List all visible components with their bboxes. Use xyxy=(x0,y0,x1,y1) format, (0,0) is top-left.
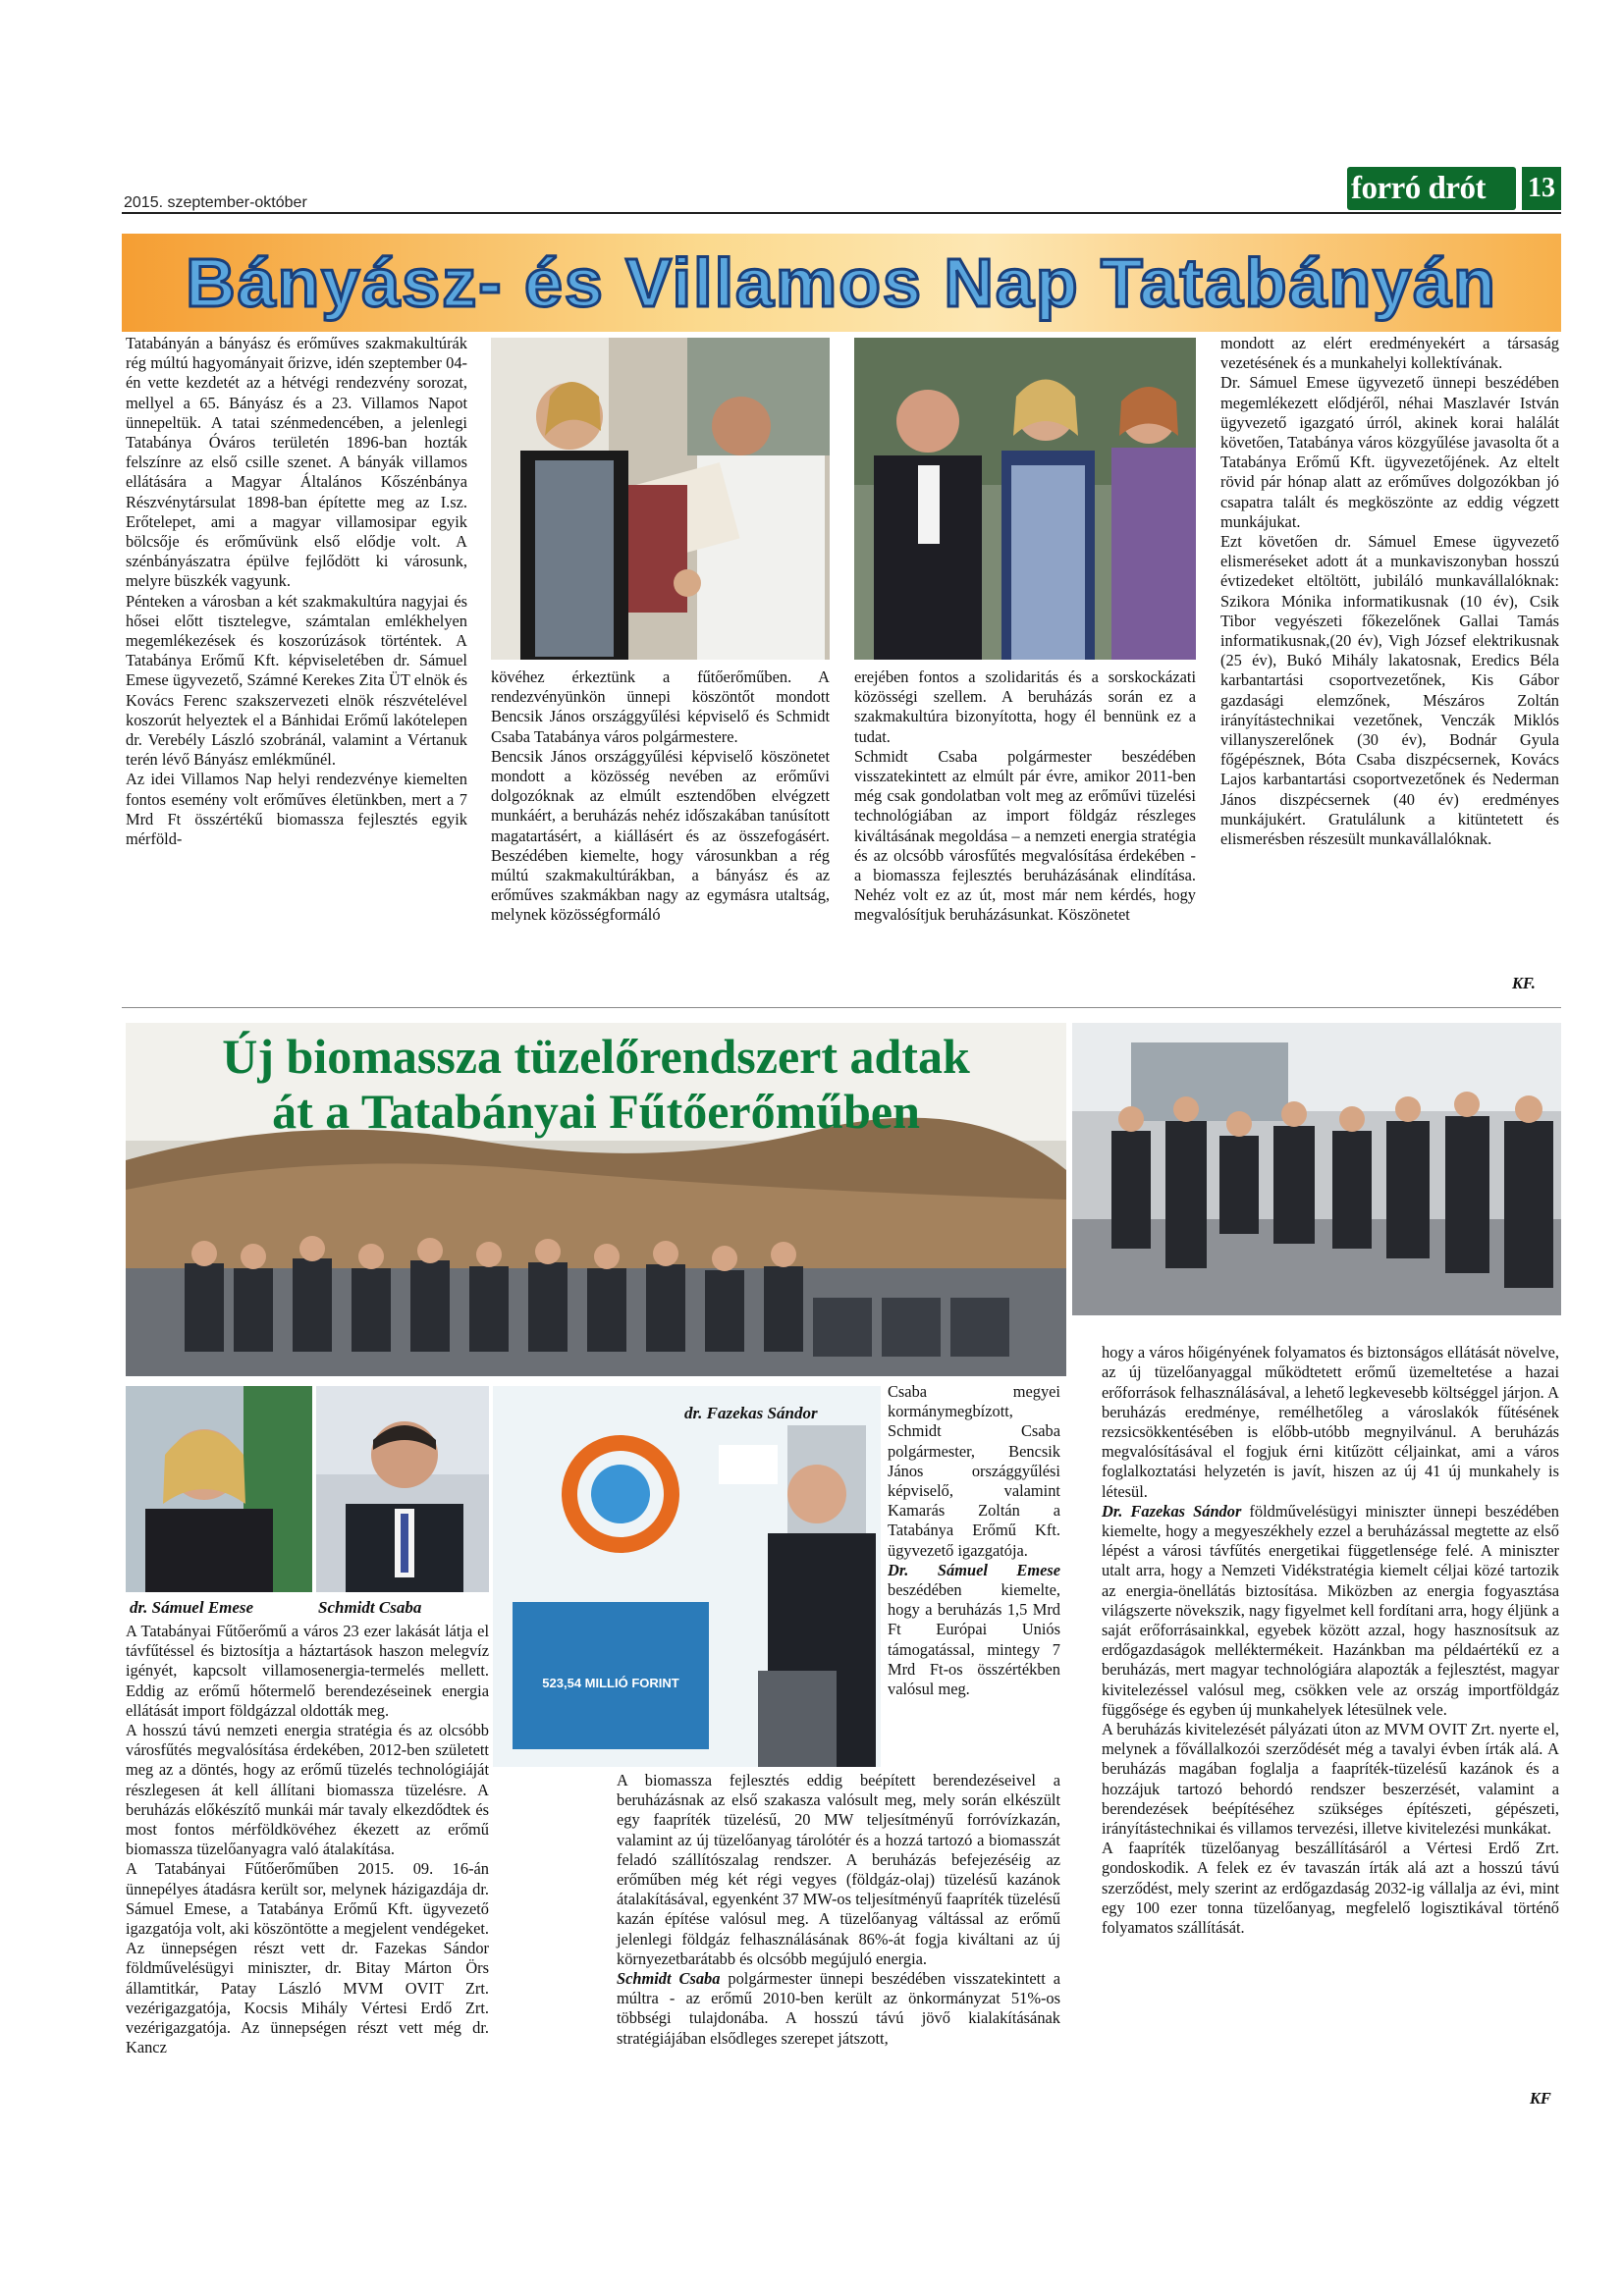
billboard-amount: 523,54 MILLIÓ FORINT xyxy=(542,1676,679,1690)
article2-lead-schmidt: Schmidt Csaba xyxy=(617,1969,721,1989)
caption-fazekas-sandor: dr. Fazekas Sándor xyxy=(684,1404,818,1422)
article2-column-3-rest: földművelésügyi miniszter ünnepi beszédében kiemelte, hogy a megyeszékhely ezzel a beruházással megtette az első lépést a városi távfűtés energetikai függetlensége felé. A miniszter utalt arra, hogy a Nemzeti Vidékstratégia kiemelt céljai közé tartozik az energia-önellátás biztosítása. Miközben az energia fogyasztása világszerte növekszik, nagy figyelmet kell fordítani arra, hogy éljünk a saját erőforrásainkkal, egyebek között azzal, hogy hasznosítsuk az erdőgazdaságok melléktermékeit. Hazánkban ma példaértékű ez a beruházás, mert magyar technológiára alapozták a fejlesztést, magyar kivitelezéssel valósul meg, csökken vele az ország importföldgáz függősége és egyben új munkahelyek létesülnek vele. A beruházás kivitelezését pályázati úton az MVM OVIT Zrt. nyerte el, melynek a fővállalkozói szerződését még a tavalyi évben írták alá. A beruházás magában foglalja a faapríték-tüzelésű kazánok és a hozzájuk tartozó behordó rendszer beszerzését, valamint a berendezések beépítéséhez szükséges építészeti, gépészeti, irányítástechnikai és villamos tervezési, illetve kivitelezési munkákat. A faapríték tüzelőanyag beszállításáról a Vértesi Erdő Zrt. gondoskodik. A felek ez év tavaszán írták alá azt a hosszú távú szerződést, mely szerint az erdőgazdaság 2032-ig vállalja az évi, mint egy 100 ezer tonna tüzelőanyag, megfelelő logisztikával történő folyamatos szállítását. xyxy=(1102,1501,1559,1938)
article2-column-2b xyxy=(617,1771,1060,2049)
article2-column-2a-text: Csaba megyei kormánymegbízott, Schmidt Csaba polgármester, Bencsik János országgyűlési képviselő, valamint Kamarás Zoltán a Tatabánya Erőmű Kft. ügyvezető igazgatója. xyxy=(888,1382,1060,1560)
article2-column-1: A Tatabányai Fűtőerőmű a város 23 ezer lakását látja el távfűtéssel és biztosítja a háztartások haszon melegvíz igényét, kapcsolt villamosenergia-termelés mellett. Eddig az erőmű hőtermelő berendezéseinek energia ellátását import földgázzal oldották meg. A hosszú távú nemzeti energia stratégia és az olcsóbb városfűtés megvalósítása érdekében, 2012-ben született meg az a döntés, hogy az erőmű tüzelés technológiáját részlegesen át kell állítani biomassza tüzelésre. A beruházás előkészítő munkái már tavaly elkezdődtek és most fontos mérföldkövéhez ékezett az erőmű biomassza tüzelőanyagra való átalakítása. A Tatabányai Fűtőerőműben 2015. 09. 16-án ünnepélyes átadásra került sor, melynek házigazdája dr. Sámuel Emese, a Tatabánya Erőmű Kft. ügyvezető igazgatója volt, aki köszöntötte a megjelent vendégeket. Az ünnepségen részt vett dr. Fazekas Sándor földművelésügyi miniszter, dr. Bitay Márton Örs államtitkár, Patay László MVM OVIT Zrt. vezérigazgatója, Kocsis Mihály Vértesi Erdő Zrt. vezérigazgatója. Az ünnepségen részt vett még dr. Kancz xyxy=(126,1622,489,2057)
article1-column-2: kövéhez érkeztünk a fűtőerőműben. A rendezvényünkön ünnepi köszöntőt mondott Bencsik János országgyűlési képviselő és Schmidt Csaba Tatabánya város polgármestere. Bencsik János országgyűlési képviselő köszönetet mondott a közösség nevében az erőművi dolgozóknak az elmúlt esztendőben elvégzett munkáért, a beruházás nehéz időszakában tanúsított magatartásért, a kiállásért és az összefogásért. Beszédében kiemelte, hogy városunkban a rég múltú szakmakultúrákban, a bányász és az erőműves szakmákban nagy az egymásra utaltság, melynek közösségformáló xyxy=(491,667,830,925)
article1-title: Bányász- és Villamos Nap Tatabányán xyxy=(186,244,1497,321)
photo-officials-group xyxy=(854,338,1196,660)
article2-column-2a xyxy=(888,1382,1060,1699)
article2-column-3 xyxy=(1102,1323,1559,1938)
article2-column-2b-rest: polgármester ünnepi beszédében visszatekintett a múltra - az erőmű 2010-ben került az önkormányzat 51%-os többségi tulajdonába. A hosszú távú jövő kialakításának stratégiájában elsődleges szerepet játszott, xyxy=(617,1969,1060,2048)
article2-lead-emese: Dr. Sámuel Emese xyxy=(888,1560,1060,1579)
article1-column-3: erejében fontos a szolidaritás és a sorskockázati közösségi szellem. A beruházás során ez a szakmakultúra bizonyította, hogy él bennünk ez a tudat. Schmidt Csaba polgármester beszédében visszatekintett az elmúlt pár évre, amikor 2011-ben még csak gondolatban volt meg az erőművi tüzelési technológiában az import földgáz részleges kiváltásának megoldása – a nemzeti energia stratégia és az olcsóbb városfűtés megvalósítása érdekében - a biomassza fejlesztés beruházásának elindítása. Nehéz volt ez az út, most már nem kérdés, hogy megvalósítjuk beruházásunkat. Köszönetet xyxy=(854,667,1196,925)
brand-name: forró drót xyxy=(1351,171,1487,206)
article2-column-2b-text: A biomassza fejlesztés eddig beépített berendezéseivel a beruházásnak az első szakasza valósult meg, mely során elkészült egy faapríték tüzelésű, 20 MW teljesítményű forróvízkazán, valamint az új tüzelőanyag tárolótér és a hozzá tartozó a biomasszát feladó szállítószalag rendszer. A beruházás befejezéséig az erőműben még két régi vegyes (földgáz-olaj) tüzelésű kazánok átalakításával, egyenként 37 MW-os teljesítményű faapríték tüzelésű kazán építése valósul meg. A tüzelőanyag váltással az erőmű jelenlegi földgáz felhasználásának 86%-át fogja kiváltani az új környezetbarátabb és olcsóbb megújuló energia. xyxy=(617,1771,1060,1968)
issue-date: 2015. szeptember-október xyxy=(124,194,307,211)
article2-title-line-2: át a Tatabányai Fűtőerőműben xyxy=(272,1084,920,1139)
article1-column-4: mondott az elért eredményekért a társaság vezetésének és a munkahelyi kollektívának. Dr. Sámuel Emese ügyvezető ünnepi beszédében megemlékezett elődjéről, néhai Maszlavér István ügyvezető igazgató úrról, akinek korai halálát követően, Tatabánya város közgyűlése javasolta őt a Tatabánya Erőmű Kft. ügyvezetőjének. Az eltelt rövid pár hónap alatt az erőműves dolgozókban jó csapatra talált és megköszönte az eddig végzett munkájukat. Ezt követően dr. Sámuel Emese ügyvezető elismeréseket adott át a munkaviszonyban hosszú évtizedeket eltöltött, jubiláló munkavállalóknak: Szikora Mónika informatikusnak (10 év), Csik Tibor vegyészeti főkezelőnek Gallai Tamás informatikusnak,(20 év), Vigh József elektrikusnak (25 év), Bukó Mihály lakatosnak, Eredics Béla karbantartási csoportvezetőnek, Kis Gábor gazdasági elemzőnek, Mészáros Zoltán irányítástechnikai vezetőnek, Venczák Miklós villanyszerelőnek (30 év), Bodnár Gyula főgépésznek, Bóta Csaba diszpécsernek, Kovács Lajos karbantartási csoportvezetőnek és Nederman János diszpécsernek (40 év) eredményes munkájukért. Gratulálunk a kitüntetett és elismerésben részesült munkavállalóknak. xyxy=(1220,334,1559,849)
article2-column-2a-rest: beszédében kiemelte, hogy a beruházás 1,5 Mrd Ft Európai Uniós támogatással, mintegy 7 Mrd Ft-os összértékben valósul meg. xyxy=(888,1580,1060,1699)
photo-samuel-emese xyxy=(126,1386,312,1592)
article1-signature: KF. xyxy=(1512,974,1536,992)
photo-officials-site xyxy=(1072,1023,1561,1315)
caption-schmidt-csaba: Schmidt Csaba xyxy=(318,1598,422,1617)
article2-title-line-1: Új biomassza tüzelőrendszert adtak xyxy=(222,1029,970,1084)
photo-award-handshake xyxy=(491,338,830,660)
header-rule xyxy=(122,212,1561,214)
caption-samuel-emese: dr. Sámuel Emese xyxy=(130,1598,254,1617)
article-divider xyxy=(122,1007,1561,1008)
article2-lead-fazekas: Dr. Fazekas Sándor xyxy=(1102,1501,1242,1521)
article1-column-1: Tatabányán a bányász és erőműves szakmakultúrák rég múltú hagyományait őrizve, idén szeptember 04-én vette kezdetét az a hétvégi rendezvény sorozat, mellyel a 65. Bányász és a 23. Villamos Napot ünnepeltük. A tatai szénmedencében, a jelenlegi Tatabánya Óváros területén 1896-ban hozták felszínre az első csille szenet. A bányák villamos ellátására a Magyar Általános Kőszénbánya Részvénytársulat 1898-ban építette meg az I.sz. Erőtelepet, ami a magyar villamosipar egyik bölcsője és erőművünk első elődje volt. A szénbányászatra épülve fejlődött ki városunk, melyre büszkék vagyunk. Pénteken a városban a két szakmakultúra nagyjai és hősei előtt tisztelegve, számtalan emlékhelyen megemlékezések és koszorúzások történtek. A Tatabánya Erőmű Kft. képviseletében dr. Sámuel Emese ügyvezető, Számné Kerekes Zita ÜT elnök és Kovács Ferenc szakszervezeti elnök részvételével koszorút helyeztek el a Bánhidai Erőmű lakótelepen dr. Verebély László szobránál, valamint a Vértanuk terén lévő Bányász emlékműnél. Az idei Villamos Nap helyi rendezvénye kiemelten fontos esemény volt erőműves életünkben, mert a 7 Mrd Ft összértékű biomassza fejlesztés egyik mérföld- xyxy=(126,334,467,849)
article2-signature: KF xyxy=(1530,2089,1551,2108)
photo-schmidt-csaba xyxy=(316,1386,489,1592)
page-number: 13 xyxy=(1522,167,1561,210)
article2-column-3-text: hogy a város hőigényének folyamatos és biztonságos ellátását növelve, az új tüzelőanyaggal működtetett erőmű üzemeltetése a hazai erőforrások felhasználásával, a lehető legkevesebb költséggel járjon. A beruházás eredménye, remélhetőleg a városlakók fűtésének rezsicsökkentésében is előbb-utóbb megnyilvánul. A beruházás megvalósításával el fogjuk érni kitűzött céljainkat, ami a város foglalkoztatási helyzetén is javít, hiszen az új 41 új munkahely is létesül. xyxy=(1102,1343,1559,1501)
photo-fazekas-billboard xyxy=(493,1386,881,1767)
